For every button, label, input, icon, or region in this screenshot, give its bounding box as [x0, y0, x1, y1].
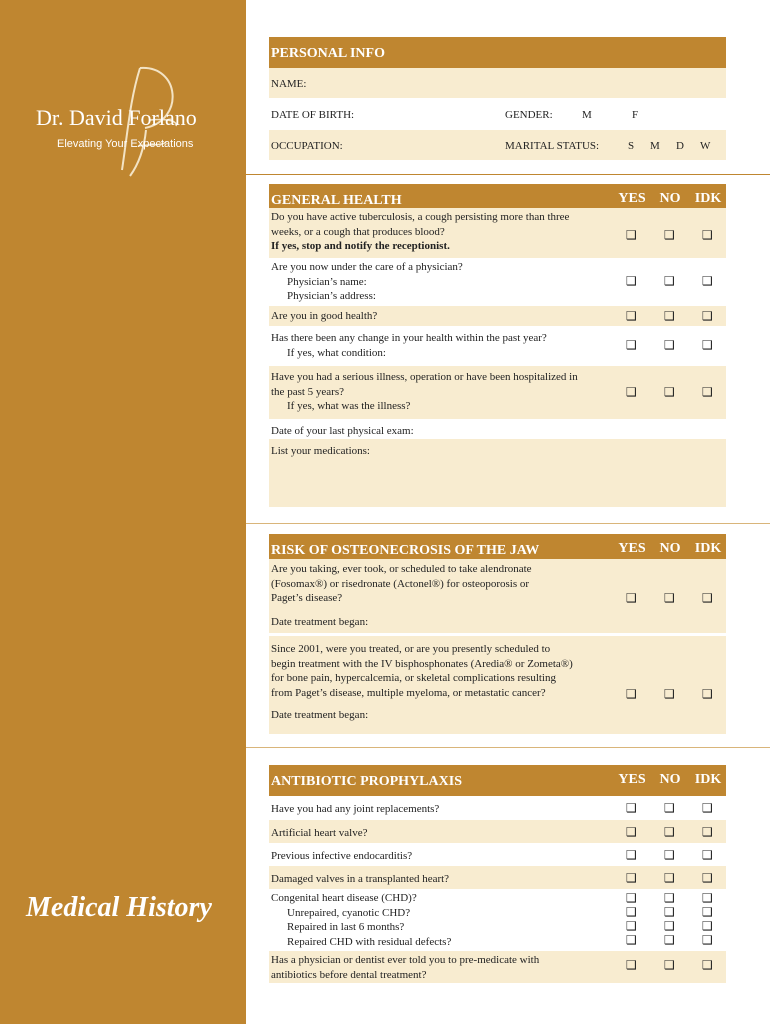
- question-line: from Paget’s disease, multiple myeloma, or metastatic cancer?: [271, 686, 546, 699]
- yes-checkbox[interactable]: ❑: [626, 338, 637, 352]
- question-text: [271, 370, 578, 414]
- yes-checkbox[interactable]: ❑: [626, 825, 637, 839]
- idk-checkbox[interactable]: ❑: [702, 919, 713, 933]
- question-joint-replacement: [269, 796, 726, 820]
- last-exam-label: Date of your last physical exam:: [271, 425, 414, 437]
- yes-checkbox[interactable]: ❑: [626, 687, 637, 701]
- question-line: Have you had a serious illness, operation or have been hospitalized in: [271, 371, 578, 383]
- question-line: (Fosomax®) or risedronate (Actonel®) for osteoporosis or: [271, 577, 530, 590]
- yes-column-header: YES: [618, 541, 646, 556]
- yes-checkbox[interactable]: ❑: [626, 309, 637, 323]
- condition-label: If yes, what condition:: [287, 346, 386, 359]
- yes-checkbox[interactable]: ❑: [626, 905, 637, 919]
- yes-column-header: YES: [618, 191, 646, 206]
- yes-checkbox[interactable]: ❑: [626, 848, 637, 862]
- idk-checkbox[interactable]: ❑: [702, 309, 713, 323]
- warning-note: If yes, stop and notify the receptionist.: [271, 240, 450, 253]
- question-good-health: [269, 306, 726, 326]
- practice-logo: [20, 60, 230, 180]
- question-line: Paget’s disease?: [271, 592, 343, 605]
- marital-option-s[interactable]: S: [628, 140, 635, 152]
- name-row[interactable]: [269, 68, 726, 98]
- treatment-date-label: Date treatment began:: [271, 616, 369, 628]
- question-text: [271, 642, 573, 723]
- question-line: Are you now under the care of a physician?: [271, 261, 463, 273]
- idk-checkbox[interactable]: ❑: [702, 933, 713, 947]
- gender-f-option[interactable]: F: [632, 109, 639, 121]
- question-text: Are you in good health?: [271, 310, 378, 322]
- no-column-header: NO: [659, 191, 681, 206]
- name-label: NAME:: [271, 78, 307, 90]
- no-checkbox[interactable]: ❑: [664, 905, 675, 919]
- question-congenital-heart: [269, 889, 726, 951]
- question-line: Since 2001, were you treated, or are you presently scheduled to: [271, 643, 551, 655]
- question-text: Artificial heart valve?: [271, 827, 368, 839]
- page-title: Medical History: [26, 892, 212, 923]
- occupation-label: OCCUPATION:: [271, 140, 343, 152]
- question-physician-care: [269, 258, 726, 306]
- yes-checkbox[interactable]: ❑: [626, 919, 637, 933]
- yes-checkbox[interactable]: ❑: [626, 274, 637, 288]
- no-checkbox[interactable]: ❑: [664, 385, 675, 399]
- yes-checkbox[interactable]: ❑: [626, 228, 637, 242]
- no-checkbox[interactable]: ❑: [664, 891, 675, 905]
- no-checkbox[interactable]: ❑: [664, 309, 675, 323]
- question-line: for bone pain, hypercalcemia, or skeletal complications resulting: [271, 672, 556, 685]
- idk-checkbox[interactable]: ❑: [702, 801, 713, 815]
- no-column-header: NO: [659, 541, 681, 556]
- no-checkbox[interactable]: ❑: [664, 228, 675, 242]
- question-text: [271, 260, 463, 304]
- no-checkbox[interactable]: ❑: [664, 871, 675, 885]
- idk-checkbox[interactable]: ❑: [702, 825, 713, 839]
- question-bisphosphonates: [269, 636, 726, 734]
- idk-column-header: IDK: [694, 772, 722, 787]
- antibiotic-header: [269, 765, 726, 796]
- question-line: Congenital heart disease (CHD)?: [271, 892, 417, 904]
- yes-checkbox[interactable]: ❑: [626, 591, 637, 605]
- last-exam-row[interactable]: [269, 419, 726, 439]
- no-checkbox[interactable]: ❑: [664, 825, 675, 839]
- question-line: Repaired CHD with residual defects?: [287, 935, 452, 948]
- logo-name: Dr. David Forlano: [36, 105, 197, 130]
- section-divider: [246, 523, 770, 524]
- question-premedicate: [269, 951, 726, 983]
- yes-column-header: YES: [618, 772, 646, 787]
- treatment-date-label: Date treatment began:: [271, 709, 369, 722]
- idk-checkbox[interactable]: ❑: [702, 228, 713, 242]
- question-text: [271, 953, 539, 982]
- question-text: [271, 562, 532, 606]
- question-line: weeks, or a cough that produces blood?: [271, 225, 445, 238]
- question-alendronate: [269, 559, 726, 609]
- treatment-date-row[interactable]: [269, 609, 726, 633]
- no-checkbox[interactable]: ❑: [664, 958, 675, 972]
- yes-checkbox[interactable]: ❑: [626, 891, 637, 905]
- no-checkbox[interactable]: ❑: [664, 274, 675, 288]
- question-line: begin treatment with the IV bisphosphonates (Aredia® or Zometa®): [271, 657, 573, 670]
- gender-m-option[interactable]: M: [582, 109, 592, 121]
- personal-info-header: [269, 37, 726, 68]
- question-health-change: [269, 326, 726, 366]
- idk-checkbox[interactable]: ❑: [702, 905, 713, 919]
- question-line: Unrepaired, cyanotic CHD?: [287, 906, 411, 919]
- question-text: [271, 210, 569, 254]
- no-column-header: NO: [659, 772, 681, 787]
- sidebar: [0, 0, 246, 1024]
- no-checkbox[interactable]: ❑: [664, 919, 675, 933]
- section-divider: [246, 174, 770, 175]
- section-title: ANTIBIOTIC PROPHYLAXIS: [271, 774, 462, 789]
- physician-address-label: Physician’s address:: [287, 290, 376, 303]
- logo-tagline: Elevating Your Expectations: [57, 138, 194, 150]
- section-title: PERSONAL INFO: [271, 46, 385, 61]
- no-checkbox[interactable]: ❑: [664, 338, 675, 352]
- idk-column-header: IDK: [694, 191, 722, 206]
- question-line: Has a physician or dentist ever told you to pre-medicate with: [271, 954, 540, 966]
- medications-row[interactable]: [269, 439, 726, 507]
- question-line: the past 5 years?: [271, 385, 344, 398]
- question-heart-valve: [269, 820, 726, 843]
- idk-checkbox[interactable]: ❑: [702, 591, 713, 605]
- occupation-marital-row[interactable]: [269, 130, 726, 160]
- idk-checkbox[interactable]: ❑: [702, 958, 713, 972]
- question-text: Have you had any joint replacements?: [271, 803, 440, 815]
- question-line: antibiotics before dental treatment?: [271, 968, 427, 981]
- gender-label: GENDER:: [505, 109, 553, 121]
- marital-status-label: MARITAL STATUS:: [505, 140, 600, 152]
- marital-option-d[interactable]: D: [676, 140, 684, 152]
- question-serious-illness: [269, 366, 726, 419]
- illness-label: If yes, what was the illness?: [287, 400, 411, 413]
- idk-checkbox[interactable]: ❑: [702, 891, 713, 905]
- yes-checkbox[interactable]: ❑: [626, 871, 637, 885]
- dob-gender-row[interactable]: [269, 98, 726, 130]
- no-checkbox[interactable]: ❑: [664, 848, 675, 862]
- section-title: GENERAL HEALTH: [271, 193, 402, 208]
- idk-checkbox[interactable]: ❑: [702, 385, 713, 399]
- yes-checkbox[interactable]: ❑: [626, 933, 637, 947]
- question-text: [271, 331, 547, 360]
- marital-option-m[interactable]: M: [650, 140, 660, 152]
- no-checkbox[interactable]: ❑: [664, 801, 675, 815]
- section-divider: [246, 747, 770, 748]
- no-checkbox[interactable]: ❑: [664, 687, 675, 701]
- question-line: Repaired in last 6 months?: [287, 921, 405, 934]
- section-title: RISK OF OSTEONECROSIS OF THE JAW: [271, 543, 540, 558]
- question-line: Are you taking, ever took, or scheduled to take alendronate: [271, 563, 532, 575]
- yes-checkbox[interactable]: ❑: [626, 385, 637, 399]
- marital-option-w[interactable]: W: [700, 140, 711, 152]
- no-checkbox[interactable]: ❑: [664, 933, 675, 947]
- question-line: Has there been any change in your health within the past year?: [271, 332, 547, 344]
- idk-checkbox[interactable]: ❑: [702, 848, 713, 862]
- idk-column-header: IDK: [694, 541, 722, 556]
- yes-checkbox[interactable]: ❑: [626, 801, 637, 815]
- question-damaged-valves: [269, 866, 726, 889]
- idk-checkbox[interactable]: ❑: [702, 274, 713, 288]
- medications-label: List your medications:: [271, 445, 370, 457]
- question-endocarditis: [269, 843, 726, 866]
- idk-checkbox[interactable]: ❑: [702, 338, 713, 352]
- question-text: Damaged valves in a transplanted heart?: [271, 873, 450, 885]
- question-tuberculosis: [269, 208, 726, 258]
- question-text: Previous infective endocarditis?: [271, 850, 413, 862]
- no-checkbox[interactable]: ❑: [664, 591, 675, 605]
- dob-label: DATE OF BIRTH:: [271, 109, 355, 121]
- question-line: Do you have active tuberculosis, a cough persisting more than three: [271, 211, 570, 223]
- yes-checkbox[interactable]: ❑: [626, 958, 637, 972]
- idk-checkbox[interactable]: ❑: [702, 687, 713, 701]
- question-text: [271, 891, 451, 949]
- physician-name-label: Physician’s name:: [287, 275, 367, 288]
- idk-checkbox[interactable]: ❑: [702, 871, 713, 885]
